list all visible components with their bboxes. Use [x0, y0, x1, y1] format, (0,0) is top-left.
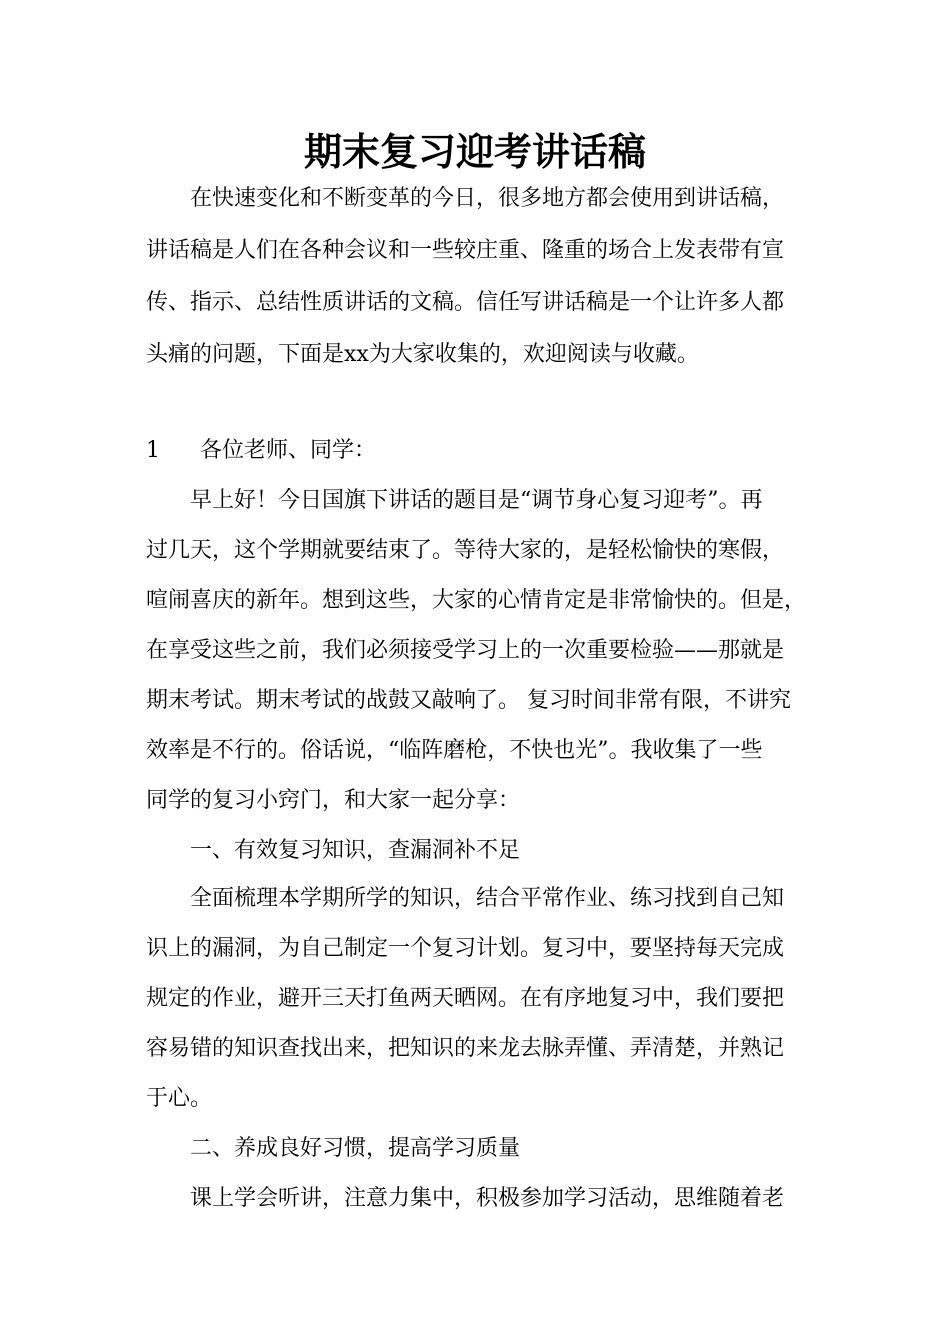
para2-line-1: 课上学会听讲，注意力集中，积极参加学习活动，思维随着老 — [190, 1186, 785, 1211]
salutation: 各位老师、同学： — [200, 438, 377, 463]
para1-line-5: 于心。 — [146, 1086, 213, 1111]
body-line-6: 效率是不行的。俗话说，“临阵磨枪，不快也光”。我收集了一些 — [146, 738, 763, 763]
body-line-5: 期末考试。期末考试的战鼓又敲响了。 复习时间非常有限，不讲究 — [146, 688, 791, 713]
body-line-3: 喧闹喜庆的新年。想到这些，大家的心情肯定是非常愉快的。但是， — [146, 588, 807, 613]
intro-line-4: 头痛的问题，下面是xx为大家收集的，欢迎阅读与收藏。 — [146, 342, 699, 367]
para1-line-2: 识上的漏洞，为自己制定一个复习计划。复习中，要坚持每天完成 — [146, 936, 785, 961]
para1-line-1: 全面梳理本学期所学的知识，结合平常作业、练习找到自己知 — [190, 886, 785, 911]
body-line-2: 过几天，这个学期就要结束了。等待大家的，是轻松愉快的寒假， — [146, 538, 785, 563]
heading-1: 一、有效复习知识，查漏洞补不足 — [190, 838, 521, 863]
para1-line-3: 规定的作业，避开三天打鱼两天晒网。在有序地复习中，我们要把 — [146, 986, 785, 1011]
body-line-7: 同学的复习小窍门，和大家一起分享： — [146, 788, 521, 813]
intro-line-1: 在快速变化和不断变革的今日，很多地方都会使用到讲话稿， — [190, 186, 785, 211]
document-title: 期末复习迎考讲话稿 — [303, 130, 646, 174]
heading-2: 二、养成良好习惯，提高学习质量 — [190, 1136, 521, 1161]
intro-line-3: 传、指示、总结性质讲话的文稿。信任写讲话稿是一个让许多人都 — [146, 290, 785, 315]
section-salutation-row — [146, 436, 836, 466]
body-line-4: 在享受这些之前，我们必须接受学习上的一次重要检验——那就是 — [146, 638, 785, 663]
intro-line-2: 讲话稿是人们在各种会议和一些较庄重、隆重的场合上发表带有宣 — [146, 238, 785, 263]
body-line-1: 早上好！今日国旗下讲话的题目是“调节身心复习迎考”。再 — [190, 488, 763, 513]
para1-line-4: 容易错的知识查找出来，把知识的来龙去脉弄懂、弄清楚，并熟记 — [146, 1036, 785, 1061]
section-number: 1 — [146, 438, 160, 463]
